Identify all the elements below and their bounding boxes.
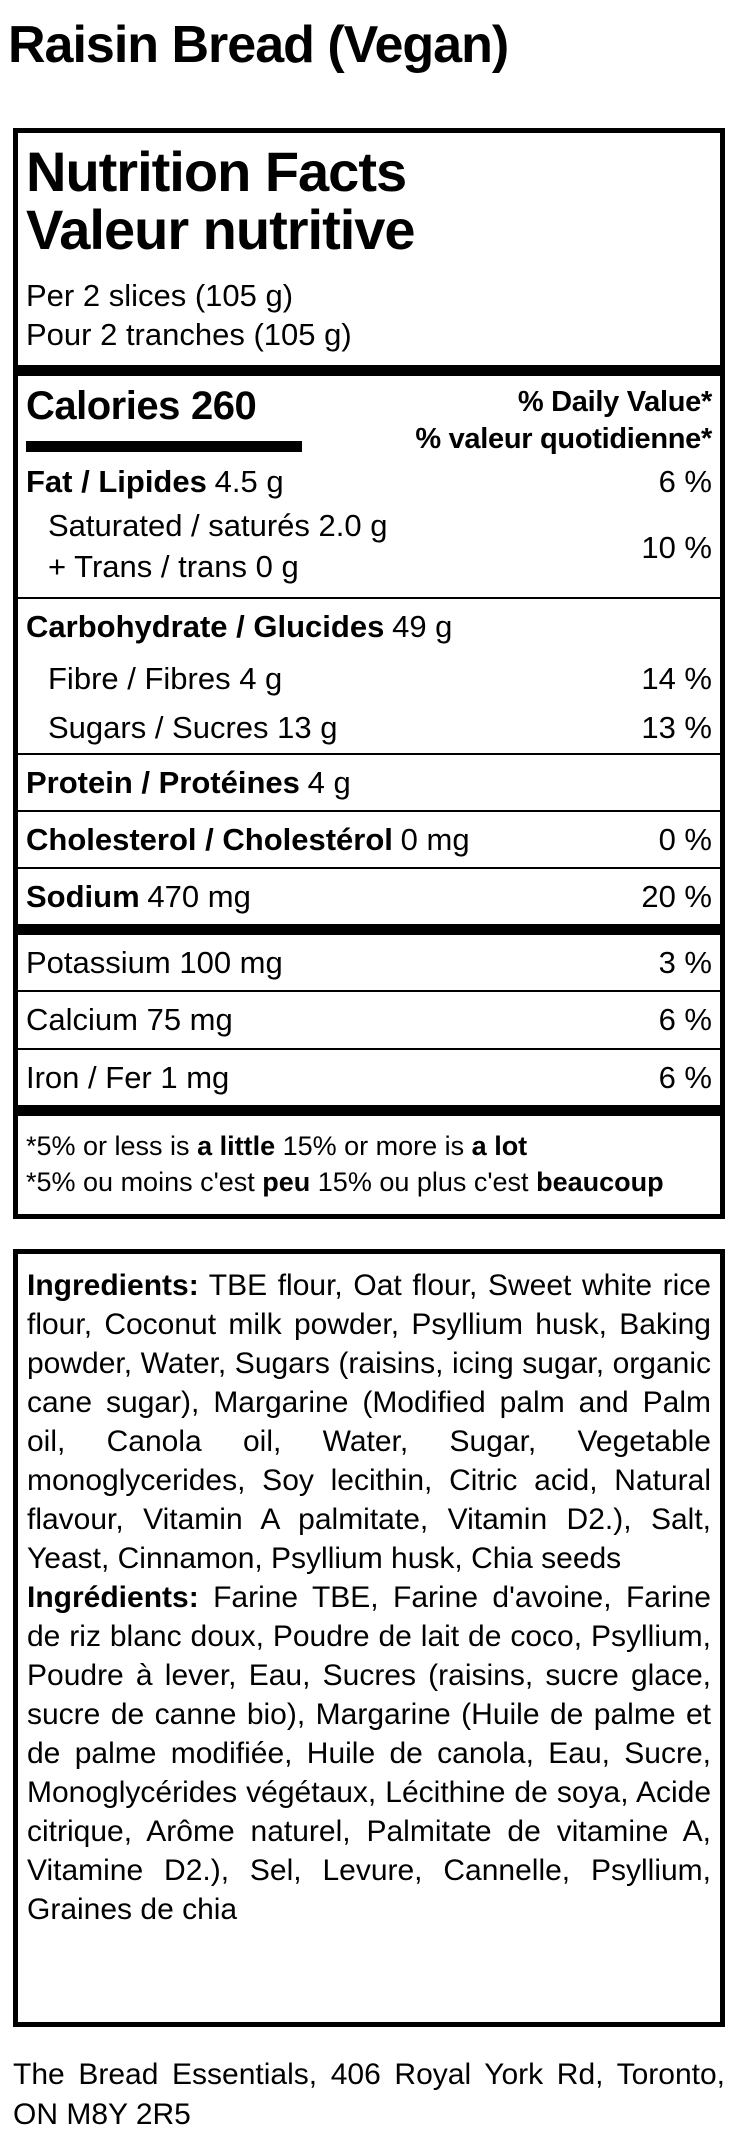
iron-dv: 6 % — [658, 1059, 712, 1095]
cholesterol-dv: 0 % — [658, 821, 712, 857]
nutrient-row-cholesterol — [18, 812, 720, 867]
calories-label: Calories — [26, 384, 180, 429]
separator-thick-top — [18, 365, 720, 376]
calories-number: 260 — [191, 384, 257, 429]
footnote-fr: *5% ou moins c'est peu 15% ou plus c'est beaucoup — [26, 1166, 664, 1197]
sugars-label: Sugars / Sucres 13 g — [48, 710, 338, 746]
nutrient-row-saturated-trans — [18, 506, 720, 597]
protein-name: Protein / Protéines — [26, 764, 300, 800]
sodium-dv: 20 % — [641, 879, 712, 915]
trans-label: + Trans / trans 0 g — [48, 549, 299, 585]
nutrient-label-carbohydrate — [26, 608, 452, 645]
nutrient-label-sodium — [26, 878, 251, 915]
nutrient-row-fibre — [18, 654, 720, 703]
nutrient-row-calcium — [18, 992, 720, 1047]
potassium-label: Potassium 100 mg — [26, 945, 283, 981]
sugars-dv: 13 % — [641, 710, 712, 746]
product-title: Raisin Bread (Vegan) — [8, 16, 509, 74]
nutrient-row-potassium — [18, 935, 720, 990]
daily-value-header — [415, 384, 712, 457]
fat-name: Fat / Lipides — [26, 464, 207, 500]
ingredients-panel — [13, 1249, 725, 2027]
nutrient-row-carbohydrate — [18, 599, 720, 654]
separator-thick-bottom — [18, 1105, 720, 1116]
manufacturer-address: The Bread Essentials, 406 Royal York Rd, Toronto, ON M8Y 2R5 — [13, 2058, 725, 2132]
ingredients-fr: Ingrédients: Farine TBE, Farine d'avoine, Farine de riz blanc doux, Poudre de lait de coco, Psyllium, Poudre à lever, Eau, Sucres (raisins, sucre glace, sucre de canne bio), Margarine (Huile de palme et de palme modifiée, Huile de canola, Eau, Sucre, Monoglycérides végétaux, Lécithine de soya, Acide citrique, Arôme naturel, Palmitate de vitamine A, Vitamine D2.), Sel, Levure, Cannelle, Psyllium, Graines de chia — [27, 1581, 711, 1927]
potassium-dv: 3 % — [658, 945, 712, 981]
daily-value-header-fr: % valeur quotidienne* — [415, 422, 712, 455]
nutrition-facts-title-fr: Valeur nutritive — [26, 198, 415, 262]
nutrition-facts-panel — [13, 128, 725, 1219]
calcium-dv: 6 % — [658, 1002, 712, 1038]
fat-dv: 6 % — [658, 464, 712, 500]
fat-amount: 4.5 g — [214, 464, 284, 500]
cholesterol-name: Cholesterol / Cholestérol — [26, 821, 393, 857]
calcium-label: Calcium 75 mg — [26, 1002, 233, 1038]
saturated-label: Saturated / saturés 2.0 g — [48, 508, 388, 544]
nutrient-row-protein — [18, 755, 720, 810]
protein-amount: 4 g — [307, 764, 351, 800]
fibre-dv: 14 % — [641, 661, 712, 697]
nutrient-row-iron — [18, 1050, 720, 1105]
nutrient-label-fat — [26, 463, 284, 500]
nutrient-label-cholesterol — [26, 821, 470, 858]
nutrition-facts-header — [18, 133, 720, 355]
nutrient-row-sugars — [18, 703, 720, 752]
ingredients-en: Ingredients: TBE flour, Oat flour, Sweet white rice flour, Coconut milk powder, Psyllium husk, Baking powder, Water, Sugars (raisins, icing sugar, organic cane sugar), Margarine (Modified palm and Palm oil, Canola oil, Water, Sugar, Vegetable monoglycerides, Soy lecithin, Citric acid, Natural flavour, Vitamin A palmitate, Vitamin D2.), Salt, Yeast, Cinnamon, Psyllium husk, Chia seeds — [27, 1269, 711, 1576]
calories-row — [18, 376, 720, 457]
nutrition-facts-title-en: Nutrition Facts — [26, 140, 407, 204]
iron-label: Iron / Fer 1 mg — [26, 1059, 230, 1095]
calories-block — [26, 384, 302, 452]
cholesterol-amount: 0 mg — [400, 821, 470, 857]
saturated-trans-dv: 10 % — [641, 529, 712, 565]
carbohydrate-name: Carbohydrate / Glucides — [26, 609, 385, 645]
footnote-en: *5% or less is a little 15% or more is a lot — [26, 1130, 528, 1161]
separator-thick-middle — [18, 924, 720, 935]
sodium-amount: 470 mg — [147, 879, 251, 915]
nutrient-row-fat — [18, 457, 720, 506]
nutrient-row-sodium — [18, 869, 720, 924]
serving-size-fr: Pour 2 tranches (105 g) — [26, 317, 352, 353]
calories-value — [26, 384, 302, 429]
carbohydrate-amount: 49 g — [392, 609, 453, 645]
daily-value-header-en: % Daily Value* — [517, 386, 712, 419]
nutrient-label-protein — [26, 764, 351, 801]
sodium-name: Sodium — [26, 879, 140, 915]
calories-underline-bar — [26, 441, 302, 452]
saturated-trans-labels — [26, 506, 388, 588]
fibre-label: Fibre / Fibres 4 g — [48, 661, 283, 697]
serving-size-en: Per 2 slices (105 g) — [26, 277, 294, 313]
